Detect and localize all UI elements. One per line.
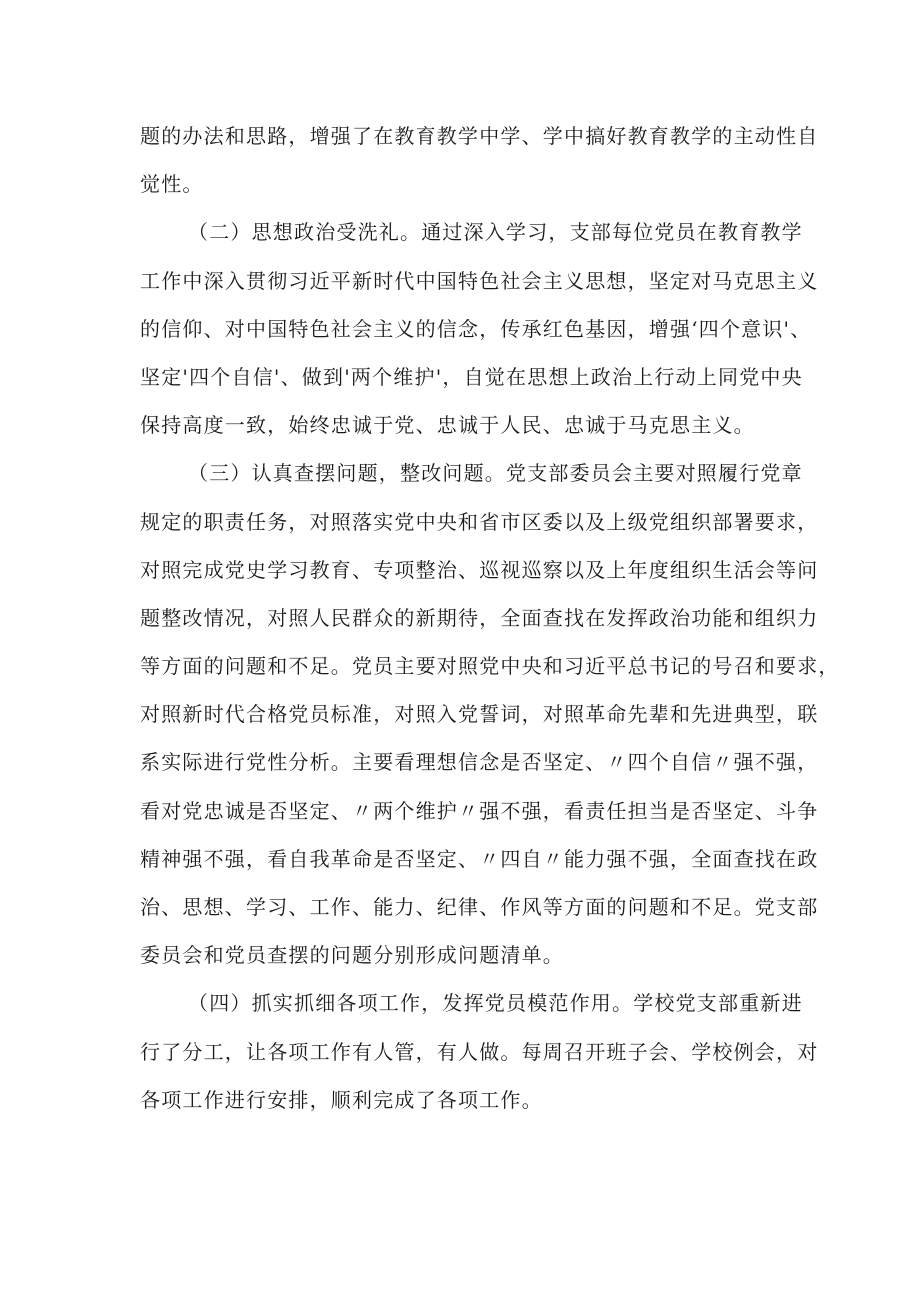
paragraph-4 — [140, 983, 819, 1128]
text-line: 系实际进行党性分析。主要看理想信念是否坚定、〃四个自信〃强不强， — [140, 750, 819, 775]
paragraph-continuation — [140, 116, 819, 212]
text-line: 看对党忠诚是否坚定、〃两个维护〃强不强，看责任担当是否坚定、斗争 — [140, 798, 819, 823]
text-line: 的信仰、对中国特色社会主义的信念，传承红色基因，增强‘四个意识'、 — [140, 316, 812, 341]
text-line: 题整改情况，对照人民群众的新期待，全面查找在发挥政治功能和组织力 — [140, 605, 819, 630]
text-line-first: （三）认真查摆问题，整改问题。党支部委员会主要对照履行党章 — [188, 461, 803, 486]
text-line-first: （四）抓实抓细各项工作，发挥党员模范作用。学校党支部重新进 — [188, 991, 803, 1016]
paragraph-2 — [140, 212, 819, 453]
text-line: 工作中深入贯彻习近平新时代中国特色社会主义思想，坚定对马克思主义 — [140, 268, 819, 293]
text-line-first: （二）思想政治受洗礼。通过深入学习，支部每位党员在教育教学 — [188, 220, 803, 245]
text-line: 委员会和党员查摆的问题分别形成问题清单。 — [140, 943, 564, 968]
text-line: 题的办法和思路，增强了在教育教学中学、学中搞好教育教学的主动性自 — [140, 124, 819, 148]
paragraph-3 — [140, 453, 840, 983]
text-line: 等方面的问题和不足。党员主要对照党中央和习近平总书记的号召和要求， — [140, 654, 840, 679]
text-line: 规定的职责任务，对照落实党中央和省市区委以及上级党组织部署要求， — [140, 509, 819, 534]
text-line: 治、思想、学习、工作、能力、纪律、作风等方面的问题和不足。党支部 — [140, 895, 819, 919]
text-line: 保持高度一致，始终忠诚于党、忠诚于人民、忠诚于马克思主义。 — [140, 413, 755, 438]
text-line: 坚定'四个自信'、做到'两个维护'，自觉在思想上政治上行动上同党中央 — [140, 364, 803, 389]
text-line: 对照完成党史学习教育、专项整治、巡视巡察以及上年度组织生活会等问 — [140, 557, 819, 582]
text-line: 精神强不强，看自我革命是否坚定、〃四自〃能力强不强，全面查找在政 — [140, 846, 819, 871]
text-line: 各项工作进行安排，顺利完成了各项工作。 — [140, 1087, 543, 1112]
text-line: 行了分工，让各项工作有人管，有人做。每周召开班子会、学校例会，对 — [140, 1039, 819, 1064]
document-body — [140, 116, 840, 1128]
text-line: 觉性。 — [140, 172, 204, 197]
text-line: 对照新时代合格党员标准，对照入党誓词，对照革命先辈和先进典型，联 — [140, 702, 819, 727]
